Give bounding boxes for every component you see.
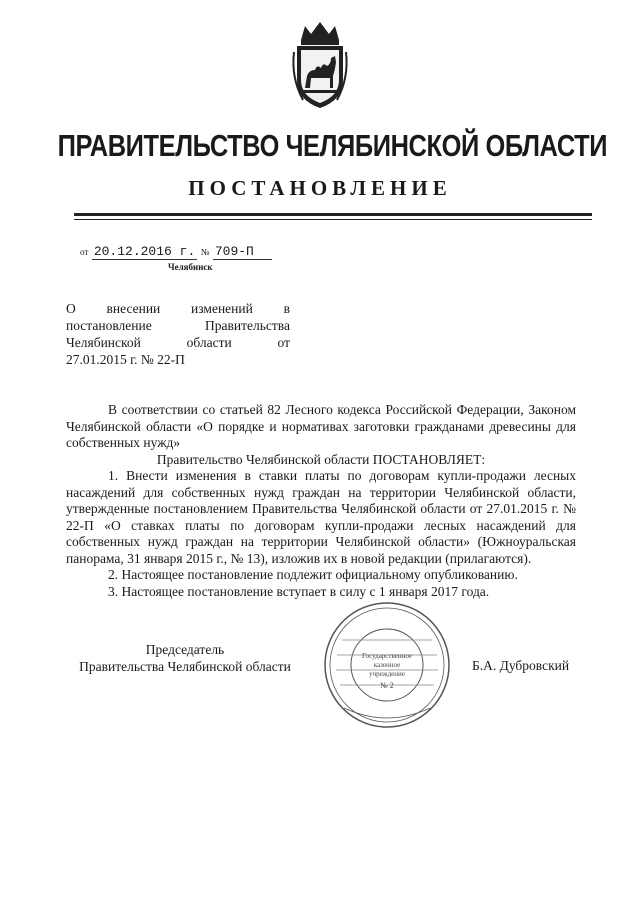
signatory-position: [60, 641, 310, 675]
header-rule-thick: [74, 213, 592, 216]
stamp-text: Государственное: [361, 652, 413, 660]
document-date: 20.12.2016 г.: [93, 244, 196, 259]
official-seal-stamp: [322, 600, 452, 730]
header-rule-thin: [74, 219, 592, 220]
government-title: ПРАВИТЕЛЬСТВО ЧЕЛЯБИНСКОЙ ОБЛАСТИ: [57, 128, 608, 163]
from-label: от: [80, 247, 89, 257]
resolves-paragraph: Правительство Челябинской области ПОСТАНОВЛЯЕТ:: [156, 451, 486, 467]
document-city: Челябинск: [168, 262, 213, 272]
number-label: №: [200, 247, 210, 257]
item-1-paragraph: 1. Внести изменения в ставки платы по договорам купли-продажи лесных насаждений для собственных нужд граждан на территории Челябинской области, утвержденные постановлением Правительства Челябинской области от 27.01.2015 г. № 22-П «О ставках платы по договорам купли-продажи лесных насаждений для собственных нужд граждан на территории Челябинской области» (Южноуральская панорама, 31 января 2015 г., № 13), изложив их в новой редакции (прилагаются).: [66, 468, 576, 566]
preamble-paragraph: В соответствии со статьей 82 Лесного кодекса Российской Федерации, Законом Челябинской области «О порядке и нормативах заготовки гражданами древесины для собственных нужд»: [66, 402, 576, 450]
stamp-text: № 2: [380, 681, 394, 690]
subject-line: постановление Правительства: [66, 318, 290, 333]
document-subject: [66, 300, 290, 368]
subject-line: О внесении изменений в: [66, 301, 290, 316]
document-body: [66, 402, 576, 600]
subject-line: Челябинской области от: [66, 335, 290, 350]
coat-of-arms-emblem: [289, 18, 351, 110]
subject-line: 27.01.2015 г. № 22-П: [66, 352, 185, 367]
document-type-title: ПОСТАНОВЛЕНИЕ: [188, 176, 452, 200]
position-line: Правительства Челябинской области: [79, 659, 291, 674]
stamp-text: казенное: [373, 661, 401, 669]
document-meta: [80, 244, 272, 260]
stamp-text: учреждение: [369, 670, 405, 678]
position-line: Председатель: [145, 642, 225, 657]
item-3-paragraph: 3. Настоящее постановление вступает в силу с 1 января 2017 года.: [108, 583, 490, 599]
item-2-paragraph: 2. Настоящее постановление подлежит официальному опубликованию.: [108, 567, 518, 582]
document-number: 709-П: [213, 244, 272, 260]
signatory-name: Б.А. Дубровский: [472, 658, 570, 673]
